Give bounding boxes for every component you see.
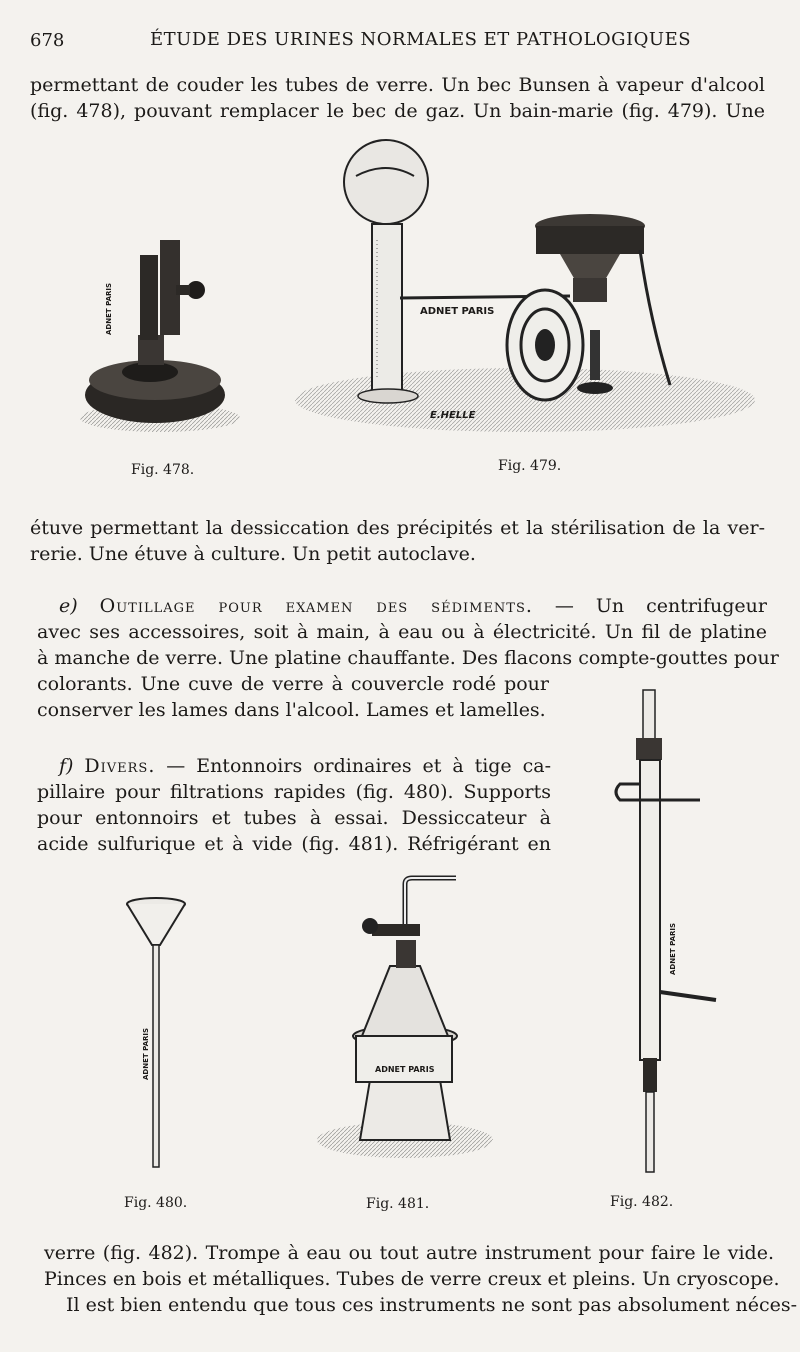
paragraph-sediments: [37, 593, 779, 723]
fig479-caption: Fig. 479.: [498, 458, 562, 474]
fig481-maker-mark: ADNET PARIS: [375, 1065, 435, 1074]
section-label: f): [59, 755, 74, 777]
fig478-maker-mark: ADNET PARIS: [105, 282, 113, 335]
fig478-caption: Fig. 478.: [131, 462, 195, 478]
fig478-alcohol-burner: [80, 240, 240, 432]
text-line: pillaire pour filtrations rapides (fig. 480). Supports: [37, 781, 551, 803]
text-line: avec ses accessoires, soit à main, à eau ou à électricité. Un fil de platine: [37, 621, 767, 643]
fig482-caption: Fig. 482.: [610, 1194, 674, 1210]
fig480-funnel: [127, 898, 185, 1167]
fig481-caption: Fig. 481.: [366, 1196, 430, 1212]
text-fragment: — Un centrifugeur: [554, 595, 767, 617]
fig482-maker-mark: ADNET PARIS: [669, 922, 677, 975]
fig481-desiccator: [317, 878, 493, 1158]
text-line-heading: [37, 753, 551, 779]
text-line: pour entonnoirs et tubes à essai. Dessiccateur à: [37, 807, 551, 829]
running-title: ÉTUDE DES URINES NORMALES ET PATHOLOGIQUES: [150, 29, 692, 50]
text-line: conserver les lames dans l'alcool. Lames et lamelles.: [37, 699, 546, 721]
fig479-signature: E.HELLE: [430, 410, 476, 421]
paragraph-divers: [37, 753, 551, 857]
section-heading: Divers.: [84, 755, 156, 777]
fig480-maker-mark: ADNET PARIS: [142, 1027, 150, 1080]
paragraph-etuve: [30, 515, 765, 567]
text-line: rerie. Une étuve à culture. Un petit autoclave.: [30, 543, 476, 565]
fig482-condenser: [616, 690, 716, 1172]
text-line: étuve permettant la dessiccation des précipités et la stérilisation de la ver-: [30, 517, 765, 539]
text-line: (fig. 478), pouvant remplacer le bec de gaz. Un bain-marie (fig. 479). Une: [30, 100, 765, 122]
text-line: verre (fig. 482). Trompe à eau ou tout autre instrument pour faire le vide.: [44, 1242, 774, 1264]
fig480-caption: Fig. 480.: [124, 1195, 188, 1211]
section-heading: Outillage pour examen des sédiments.: [99, 595, 533, 617]
text-fragment: — Entonnoirs ordinaires et à tige ca-: [166, 755, 551, 777]
text-line-heading: [37, 593, 767, 619]
text-line: acide sulfurique et à vide (fig. 481). Réfrigérant en: [37, 833, 551, 855]
fig479-water-bath: [295, 140, 755, 432]
text-line: colorants. Une cuve de verre à couvercle rodé pour: [37, 673, 549, 695]
paragraph-closing: [44, 1240, 798, 1318]
fig479-maker-mark: ADNET PARIS: [420, 306, 495, 317]
text-line: Il est bien entendu que tous ces instruments ne sont pas absolument néces-: [66, 1294, 798, 1316]
text-line: Pinces en bois et métalliques. Tubes de verre creux et pleins. Un cryoscope.: [44, 1268, 780, 1290]
page-number: 678: [30, 30, 65, 51]
text-line: permettant de couder les tubes de verre. Un bec Bunsen à vapeur d'alcool: [30, 74, 765, 96]
section-label: e): [59, 595, 78, 617]
text-line: à manche de verre. Une platine chauffante. Des flacons compte-gouttes pour: [37, 647, 779, 669]
